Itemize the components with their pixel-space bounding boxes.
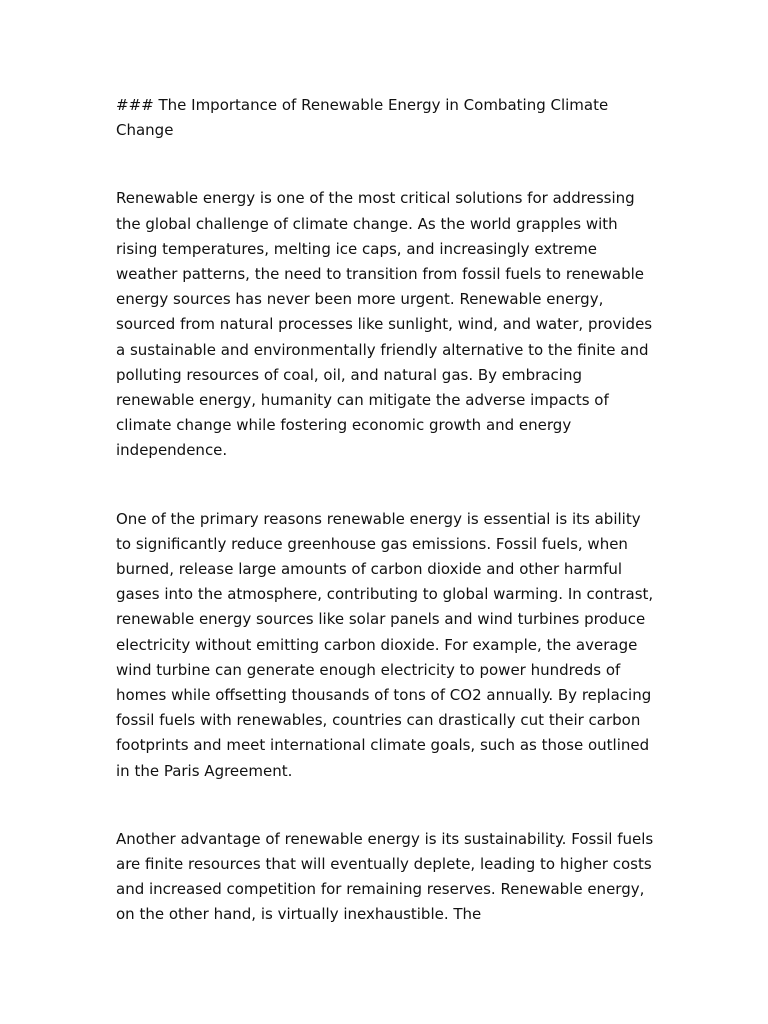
paragraph-2: One of the primary reasons renewable energy is essential is its ability to significantly reduce greenhouse gas emissions. Fossil fuels, when burned, release large amounts of carbon dioxide and other harmful gases into the atmosphere, contributing to global warming. In contrast, renewable energy sources like solar panels and wind turbines produce electricity without emitting carbon dioxide. For example, the average wind turbine can generate enough electricity to power hundreds of homes while offsetting thousands of tons of CO2 annually. By replacing fossil fuels with renewables, countries can drastically cut their carbon footprints and meet international climate goals, such as those outlined in the Paris Agreement. bbox=[116, 509, 654, 780]
paragraph-1: Renewable energy is one of the most critical solutions for addressing the global challenge of climate change. As the world grapples with rising temperatures, melting ice caps, and increasingly extreme weather patterns, the need to transition from fossil fuels to renewable energy sources has never been more urgent. Renewable energy, sourced from natural processes like sunlight, wind, and water, provides a sustainable and environmentally friendly alternative to the finite and polluting resources of coal, oil, and natural gas. By embracing renewable energy, humanity can mitigate the adverse impacts of climate change while fostering economic growth and energy independence. bbox=[116, 189, 653, 460]
document-body bbox=[116, 93, 656, 928]
spacer bbox=[116, 464, 656, 507]
spacer bbox=[116, 784, 656, 827]
spacer bbox=[116, 143, 656, 186]
paragraph-3: Another advantage of renewable energy is its sustainability. Fossil fuels are finite resources that will eventually deplete, leading to higher costs and increased competition for remaining reserves. Renewable energy, on the other hand, is virtually inexhaustible. The bbox=[116, 829, 654, 924]
document-heading: ### The Importance of Renewable Energy in Combating Climate Change bbox=[116, 96, 609, 140]
